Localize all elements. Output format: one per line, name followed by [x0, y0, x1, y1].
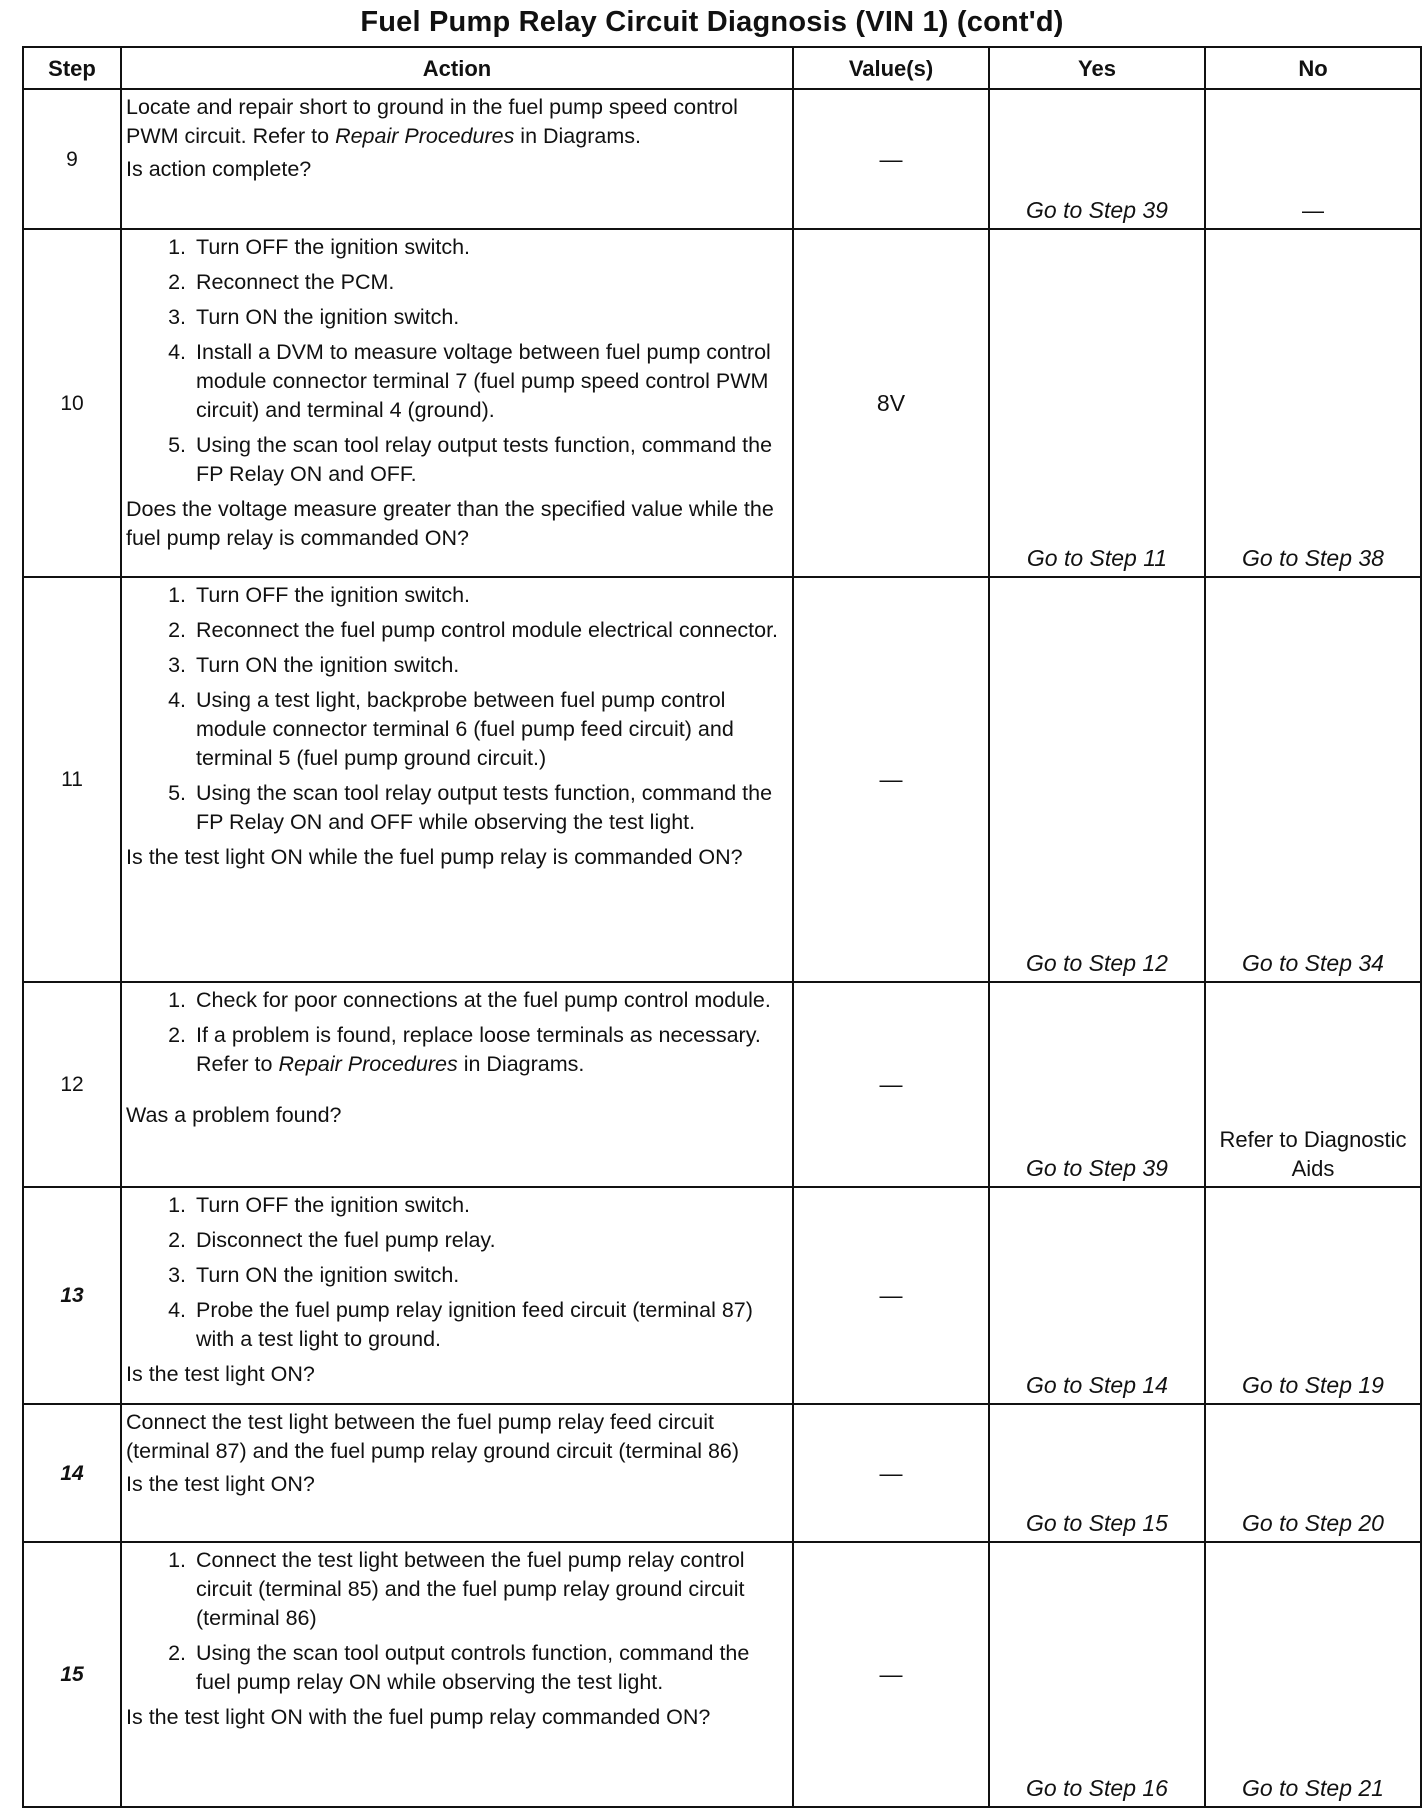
- column-header-values: Value(s): [793, 47, 989, 89]
- column-header-step: Step: [23, 47, 121, 89]
- diagnosis-table: [22, 46, 1422, 1808]
- step-number: 14: [23, 1404, 121, 1542]
- action-cell: [121, 1542, 793, 1807]
- action-steps-list: [126, 581, 782, 837]
- table-row-step-15: [23, 1542, 1421, 1807]
- list-item: 1. Turn OFF the ignition switch.: [192, 1191, 782, 1220]
- no-cell: Refer to Diagnostic Aids: [1205, 982, 1421, 1187]
- action-steps-list: [126, 233, 782, 489]
- action-cell: [121, 577, 793, 982]
- value-cell: —: [793, 1187, 989, 1404]
- step-number: 15: [23, 1542, 121, 1807]
- no-cell: Go to Step 38: [1205, 229, 1421, 577]
- step-number: 12: [23, 982, 121, 1187]
- no-cell: Go to Step 20: [1205, 1404, 1421, 1542]
- action-steps-list: [126, 1191, 782, 1354]
- no-cell: Go to Step 21: [1205, 1542, 1421, 1807]
- list-item: 3. Turn ON the ignition switch.: [192, 1261, 782, 1290]
- value-cell: —: [793, 1404, 989, 1542]
- yes-cell: Go to Step 39: [989, 982, 1205, 1187]
- action-paragraph: Connect the test light between the fuel pump relay feed circuit (terminal 87) and the fuel pump relay ground circuit (terminal 86): [126, 1410, 740, 1463]
- action-question: Is the test light ON while the fuel pump relay is commanded ON?: [126, 845, 743, 869]
- table-row-step-14: [23, 1404, 1421, 1542]
- step-number: 13: [23, 1187, 121, 1404]
- list-item: 2. If a problem is found, replace loose terminals as necessary. Refer to Repair Procedures in Diagrams.: [192, 1021, 782, 1079]
- table-row-step-12: [23, 982, 1421, 1187]
- action-question: Is the test light ON?: [126, 1362, 315, 1386]
- list-item: 2. Disconnect the fuel pump relay.: [192, 1226, 782, 1255]
- list-item: 3. Turn ON the ignition switch.: [192, 651, 782, 680]
- value-cell: —: [793, 982, 989, 1187]
- yes-cell: Go to Step 16: [989, 1542, 1205, 1807]
- list-item: 1. Turn OFF the ignition switch.: [192, 581, 782, 610]
- action-cell: [121, 982, 793, 1187]
- step-number: 11: [23, 577, 121, 982]
- list-item: 4. Using a test light, backprobe between fuel pump control module connector terminal 6 (fuel pump feed circuit) and terminal 5 (fuel pump ground circuit.): [192, 686, 782, 773]
- action-paragraph: Locate and repair short to ground in the fuel pump speed control PWM circuit. Refer to Repair Procedures in Diagrams.: [126, 95, 738, 148]
- no-cell: Go to Step 19: [1205, 1187, 1421, 1404]
- list-item: 2. Reconnect the PCM.: [192, 268, 782, 297]
- value-cell: —: [793, 577, 989, 982]
- action-cell: [121, 1187, 793, 1404]
- action-cell: [121, 89, 793, 229]
- header-row: [23, 47, 1421, 89]
- yes-cell: Go to Step 14: [989, 1187, 1205, 1404]
- action-cell: [121, 1404, 793, 1542]
- list-item: 5. Using the scan tool relay output tests function, command the FP Relay ON and OFF while observing the test light.: [192, 779, 782, 837]
- page-title: Fuel Pump Relay Circuit Diagnosis (VIN 1) (cont'd): [360, 6, 1064, 38]
- action-question: Was a problem found?: [126, 1103, 342, 1127]
- list-item: 4. Probe the fuel pump relay ignition feed circuit (terminal 87) with a test light to ground.: [192, 1296, 782, 1354]
- list-item: 1. Check for poor connections at the fuel pump control module.: [192, 986, 782, 1015]
- yes-cell: Go to Step 11: [989, 229, 1205, 577]
- action-steps-list: [126, 986, 782, 1079]
- action-question: Is the test light ON?: [126, 1472, 315, 1496]
- action-question: Is action complete?: [126, 157, 312, 181]
- list-item: 5. Using the scan tool relay output tests function, command the FP Relay ON and OFF.: [192, 431, 782, 489]
- table-row-step-11: [23, 577, 1421, 982]
- table-row-step-10: [23, 229, 1421, 577]
- table-row-step-9: [23, 89, 1421, 229]
- value-cell: 8V: [793, 229, 989, 577]
- list-item: 2. Using the scan tool output controls function, command the fuel pump relay ON while observing the test light.: [192, 1639, 782, 1697]
- list-item: 1. Connect the test light between the fuel pump relay control circuit (terminal 85) and the fuel pump relay ground circuit (terminal 86): [192, 1546, 782, 1633]
- list-item: 2. Reconnect the fuel pump control module electrical connector.: [192, 616, 782, 645]
- column-header-action: Action: [121, 47, 793, 89]
- no-cell: Go to Step 34: [1205, 577, 1421, 982]
- yes-cell: Go to Step 15: [989, 1404, 1205, 1542]
- action-cell: [121, 229, 793, 577]
- action-steps-list: [126, 1546, 782, 1697]
- no-cell: —: [1205, 89, 1421, 229]
- action-question: Does the voltage measure greater than the specified value while the fuel pump relay is commanded ON?: [126, 497, 774, 550]
- value-cell: —: [793, 1542, 989, 1807]
- yes-cell: Go to Step 12: [989, 577, 1205, 982]
- table-row-step-13: [23, 1187, 1421, 1404]
- yes-cell: Go to Step 39: [989, 89, 1205, 229]
- value-cell: —: [793, 89, 989, 229]
- list-item: 3. Turn ON the ignition switch.: [192, 303, 782, 332]
- step-number: 10: [23, 229, 121, 577]
- list-item: 1. Turn OFF the ignition switch.: [192, 233, 782, 262]
- step-number: 9: [23, 89, 121, 229]
- column-header-no: No: [1205, 47, 1421, 89]
- column-header-yes: Yes: [989, 47, 1205, 89]
- action-question: Is the test light ON with the fuel pump relay commanded ON?: [126, 1705, 711, 1729]
- list-item: 4. Install a DVM to measure voltage between fuel pump control module connector terminal 7 (fuel pump speed control PWM circuit) and terminal 4 (ground).: [192, 338, 782, 425]
